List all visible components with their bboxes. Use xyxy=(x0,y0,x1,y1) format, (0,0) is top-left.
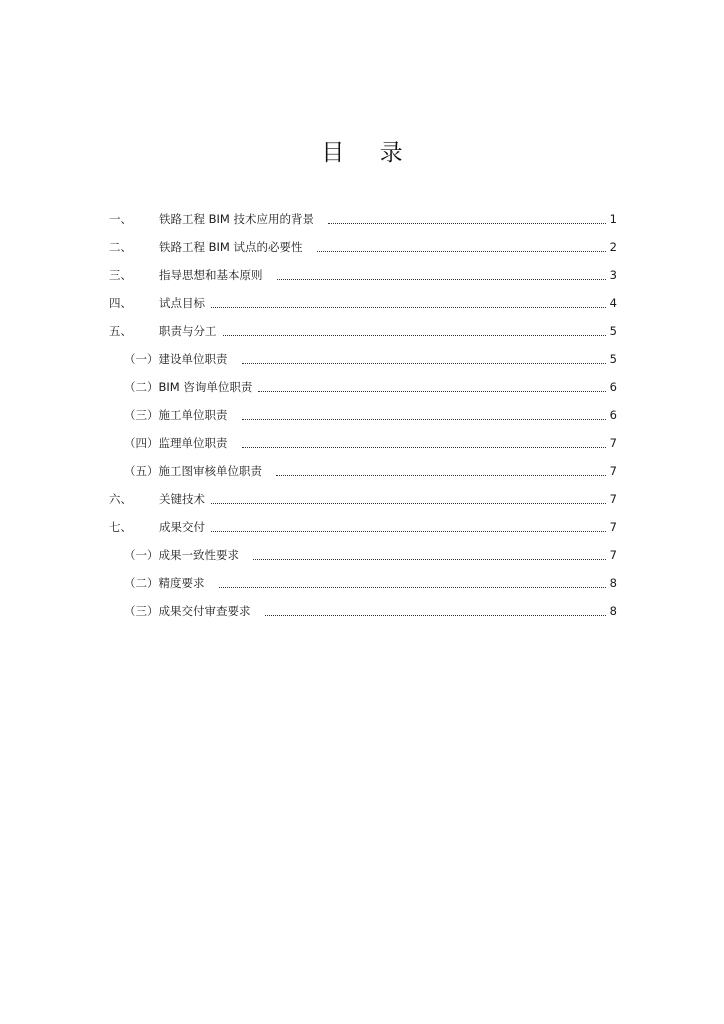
dot-leader xyxy=(211,503,606,504)
dot-leader xyxy=(242,363,607,364)
toc-label: 指导思想和基本原则 xyxy=(159,268,263,282)
toc-number: （二） xyxy=(124,380,159,394)
toc-page-number: 7 xyxy=(609,436,617,450)
toc-number: 二、 xyxy=(109,240,132,254)
toc-number: （一） xyxy=(124,352,159,366)
toc-number: （一） xyxy=(124,548,159,562)
toc-label: 施工图审核单位职责 xyxy=(158,464,262,478)
dot-leader xyxy=(258,391,606,392)
dot-leader xyxy=(211,531,606,532)
toc-entry-3[interactable] xyxy=(109,261,617,289)
toc-label: 试点目标 xyxy=(159,296,205,310)
toc-page-number: 6 xyxy=(609,380,617,394)
toc-number: 一、 xyxy=(109,212,132,226)
dot-leader xyxy=(223,335,607,336)
toc-label: 精度要求 xyxy=(158,576,205,590)
toc-page-number: 5 xyxy=(609,324,617,338)
page-title: 目 录 xyxy=(321,140,417,166)
toc-entry-4[interactable] xyxy=(109,289,617,317)
toc-label: 施工单位职责 xyxy=(158,408,228,422)
toc-label: 职责与分工 xyxy=(159,324,217,338)
toc-page-number: 8 xyxy=(609,604,617,618)
toc-page-number: 7 xyxy=(609,520,617,534)
toc-label: 建设单位职责 xyxy=(158,352,228,366)
toc-page-number: 2 xyxy=(609,240,617,254)
toc-label: 成果交付 xyxy=(159,520,205,534)
toc-page-number: 1 xyxy=(609,212,617,226)
toc-entry-1[interactable] xyxy=(109,205,617,233)
toc-entry-5-3[interactable] xyxy=(109,401,617,429)
dot-leader xyxy=(211,307,606,308)
toc-number: 六、 xyxy=(109,492,132,506)
toc-number: （三） xyxy=(124,604,159,618)
dot-leader xyxy=(328,223,606,224)
dot-leader xyxy=(265,615,607,616)
toc-number: 五、 xyxy=(109,324,132,338)
toc-page-number: 7 xyxy=(609,464,617,478)
toc-entry-6[interactable] xyxy=(109,485,617,513)
toc-entry-7-3[interactable] xyxy=(109,597,617,625)
toc-number: （五） xyxy=(124,464,159,478)
dot-leader xyxy=(317,251,606,252)
toc-page-number: 3 xyxy=(609,268,617,282)
dot-leader xyxy=(242,447,607,448)
toc-label: 铁路工程 BIM 试点的必要性 xyxy=(159,240,303,254)
toc-label: 成果交付审查要求 xyxy=(158,604,251,618)
toc-page-number: 5 xyxy=(609,352,617,366)
toc-number: （四） xyxy=(124,436,159,450)
table-of-contents xyxy=(109,205,617,625)
toc-entry-5-5[interactable] xyxy=(109,457,617,485)
dot-leader xyxy=(253,559,606,560)
toc-label: 铁路工程 BIM 技术应用的背景 xyxy=(159,212,315,226)
toc-entry-7[interactable] xyxy=(109,513,617,541)
toc-page-number: 7 xyxy=(609,548,617,562)
dot-leader xyxy=(219,587,607,588)
toc-number: 七、 xyxy=(109,520,132,534)
toc-entry-5-1[interactable] xyxy=(109,345,617,373)
toc-label: BIM 咨询单位职责 xyxy=(158,380,253,394)
toc-entry-7-2[interactable] xyxy=(109,569,617,597)
toc-number: （二） xyxy=(124,576,159,590)
toc-entry-5-4[interactable] xyxy=(109,429,617,457)
toc-page-number: 4 xyxy=(609,296,617,310)
toc-entry-5-2[interactable] xyxy=(109,373,617,401)
dot-leader xyxy=(242,419,607,420)
toc-page-number: 8 xyxy=(609,576,617,590)
toc-entry-2[interactable] xyxy=(109,233,617,261)
dot-leader xyxy=(276,475,606,476)
dot-leader xyxy=(277,279,607,280)
toc-label: 关键技术 xyxy=(159,492,205,506)
toc-page-number: 7 xyxy=(609,492,617,506)
toc-entry-5[interactable] xyxy=(109,317,617,345)
toc-label: 成果一致性要求 xyxy=(158,548,239,562)
toc-number: （三） xyxy=(124,408,159,422)
toc-number: 三、 xyxy=(109,268,132,282)
toc-page-number: 6 xyxy=(609,408,617,422)
toc-number: 四、 xyxy=(109,296,132,310)
toc-label: 监理单位职责 xyxy=(158,436,228,450)
toc-entry-7-1[interactable] xyxy=(109,541,617,569)
